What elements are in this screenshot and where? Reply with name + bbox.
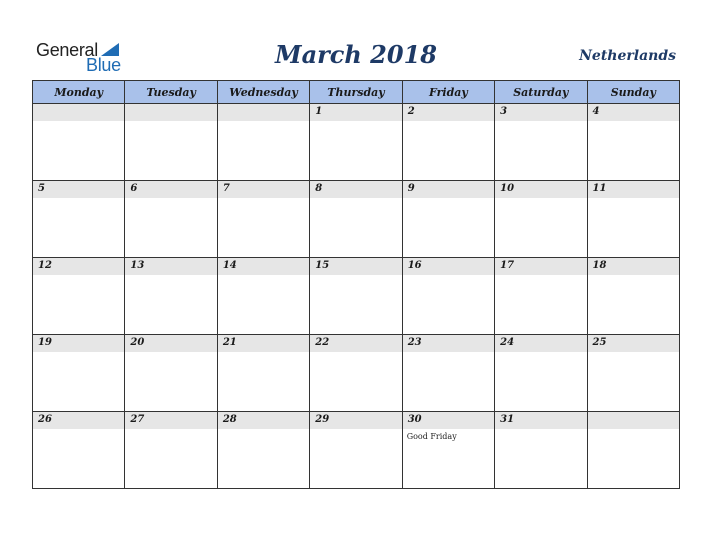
day-number: 11 — [592, 183, 607, 194]
day-cell — [495, 412, 587, 489]
day-number: 3 — [500, 106, 508, 117]
day-cell — [310, 412, 402, 489]
day-number: 9 — [407, 183, 415, 194]
day-number-bar — [588, 412, 679, 429]
day-number: 29 — [315, 414, 330, 425]
week-row — [33, 104, 680, 181]
day-number: 24 — [500, 337, 515, 348]
holiday-label: Good Friday — [406, 432, 457, 441]
day-number: 18 — [592, 260, 607, 271]
day-number: 26 — [38, 414, 52, 425]
day-number-bar — [218, 104, 309, 121]
week-row — [33, 335, 680, 412]
day-cell — [587, 104, 679, 181]
day-number: 8 — [315, 183, 323, 194]
day-cell — [402, 181, 494, 258]
day-cell — [402, 335, 494, 412]
day-number: 14 — [222, 260, 237, 271]
day-cell — [402, 258, 494, 335]
weekday-sunday: Sunday — [587, 81, 679, 104]
calendar-body — [33, 104, 680, 489]
day-cell — [402, 412, 494, 489]
weekday-wednesday: Wednesday — [217, 81, 309, 104]
day-cell — [125, 181, 217, 258]
day-cell — [125, 258, 217, 335]
day-cell — [33, 412, 125, 489]
weekday-saturday: Saturday — [495, 81, 587, 104]
week-row — [33, 258, 680, 335]
day-number: 31 — [500, 414, 515, 425]
day-number: 30 — [407, 414, 422, 425]
logo-word-blue: Blue — [86, 55, 121, 75]
day-cell — [125, 335, 217, 412]
day-cell — [310, 104, 402, 181]
day-number: 6 — [130, 183, 138, 194]
day-number: 15 — [315, 260, 330, 271]
day-number: 12 — [38, 260, 52, 271]
day-cell — [217, 412, 309, 489]
day-number: 23 — [407, 337, 422, 348]
day-number: 5 — [38, 183, 45, 194]
day-number: 21 — [222, 337, 237, 348]
country-label: Netherlands — [579, 48, 676, 64]
day-number: 10 — [500, 183, 515, 194]
day-number: 20 — [130, 337, 145, 348]
day-number-bar — [310, 181, 401, 198]
day-number-bar — [310, 104, 401, 121]
day-cell — [402, 104, 494, 181]
day-cell — [217, 258, 309, 335]
week-row — [33, 181, 680, 258]
day-cell — [495, 335, 587, 412]
week-row — [33, 412, 680, 489]
calendar-grid — [32, 80, 680, 489]
day-number: 4 — [592, 106, 600, 117]
calendar-title: March 2018 — [275, 40, 437, 69]
day-number: 27 — [130, 414, 145, 425]
day-cell — [310, 181, 402, 258]
day-cell — [310, 258, 402, 335]
day-number: 13 — [130, 260, 145, 271]
day-number: 2 — [407, 106, 415, 117]
weekday-friday: Friday — [402, 81, 494, 104]
day-number-bar — [495, 104, 586, 121]
day-cell — [217, 181, 309, 258]
day-cell — [587, 181, 679, 258]
weekday-monday: Monday — [33, 81, 125, 104]
day-cell — [495, 104, 587, 181]
day-cell — [33, 258, 125, 335]
weekday-header-row — [33, 81, 680, 104]
day-cell — [495, 181, 587, 258]
day-number-bar — [403, 181, 494, 198]
day-cell — [125, 104, 217, 181]
day-cell — [495, 258, 587, 335]
day-cell — [587, 412, 679, 489]
day-number: 22 — [315, 337, 330, 348]
day-number-bar — [403, 104, 494, 121]
day-number: 17 — [500, 260, 515, 271]
day-cell — [217, 335, 309, 412]
day-number: 7 — [222, 183, 230, 194]
day-cell — [33, 181, 125, 258]
day-number-bar — [588, 104, 679, 121]
day-number: 25 — [592, 337, 607, 348]
logo-word-general: General — [36, 40, 98, 60]
day-cell — [587, 335, 679, 412]
day-number: 19 — [38, 337, 52, 348]
day-number-bar — [125, 104, 216, 121]
day-number-bar — [33, 181, 124, 198]
day-cell — [587, 258, 679, 335]
day-cell — [33, 104, 125, 181]
day-number-bar — [218, 181, 309, 198]
day-cell — [33, 335, 125, 412]
day-cell — [125, 412, 217, 489]
day-number-bar — [125, 181, 216, 198]
day-cell — [217, 104, 309, 181]
weekday-tuesday: Tuesday — [125, 81, 217, 104]
day-number-bar — [33, 104, 124, 121]
day-cell — [310, 335, 402, 412]
day-number: 16 — [407, 260, 422, 271]
day-number: 28 — [222, 414, 237, 425]
weekday-thursday: Thursday — [310, 81, 402, 104]
day-number: 1 — [315, 106, 323, 117]
